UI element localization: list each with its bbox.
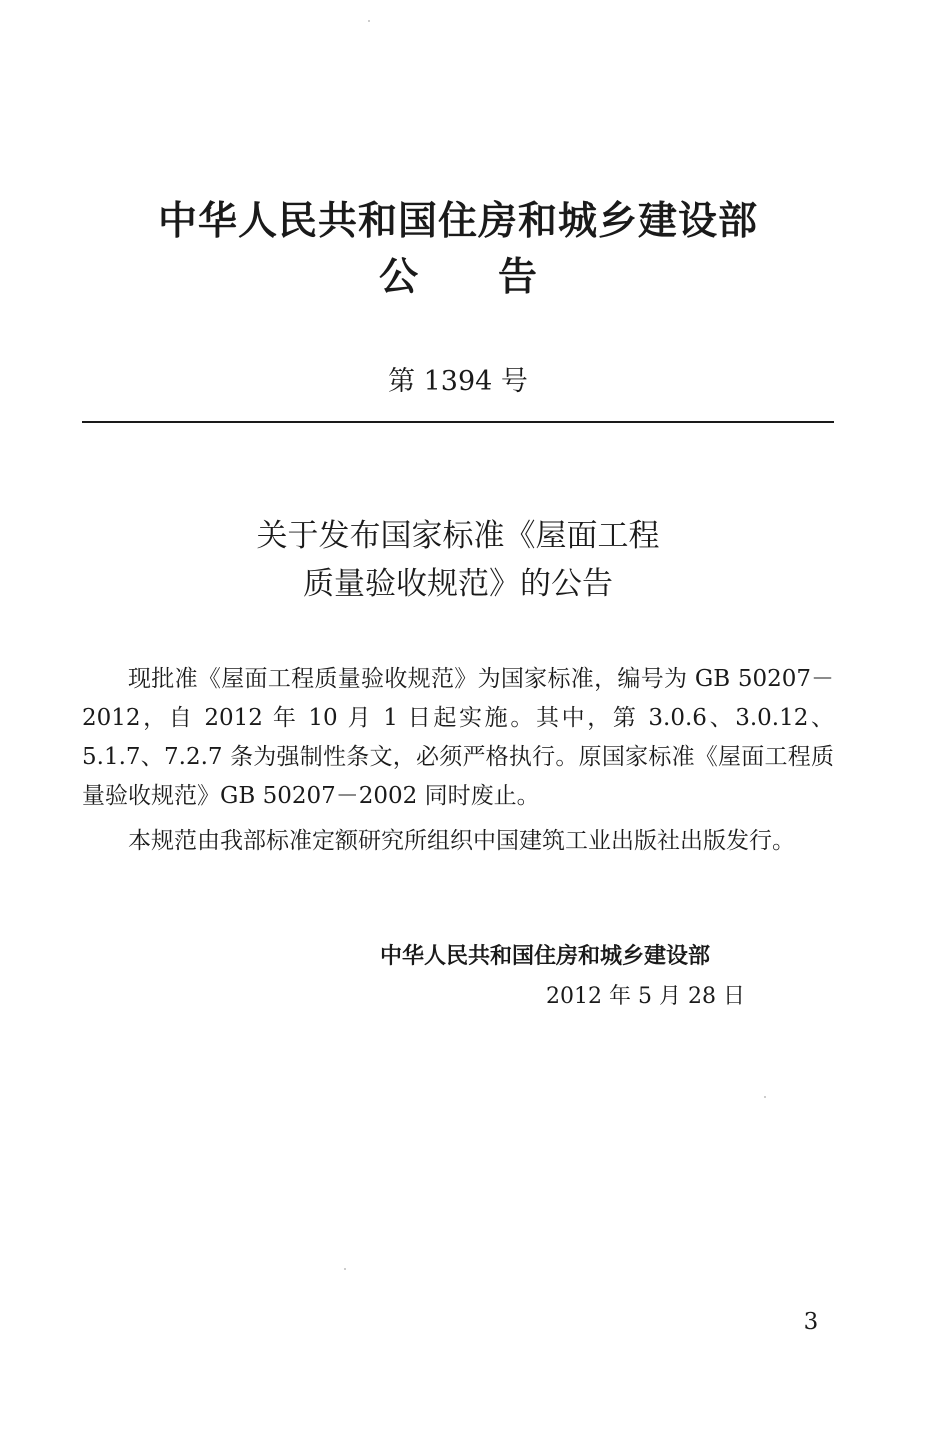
page-number: 3 <box>803 1309 819 1335</box>
body-paragraph-2: 本规范由我部标准定额研究所组织中国建筑工业出版社出版发行。 <box>128 828 795 854</box>
ministry-title: 中华人民共和国住房和城乡建设部 <box>157 199 758 244</box>
scan-speck <box>368 20 370 22</box>
signature-date: 2012 年 5 月 28 日 <box>546 984 745 1009</box>
notice-subject <box>0 512 916 608</box>
signature-organization: 中华人民共和国住房和城乡建设部 <box>380 944 711 969</box>
subject-line-2: 质量验收规范》的公告 <box>303 566 613 602</box>
notice-number: 第 1394 号 <box>388 366 528 397</box>
scan-speck <box>764 1096 766 1098</box>
subject-line-1: 关于发布国家标准《屋面工程 <box>256 518 660 554</box>
notice-body <box>82 660 834 867</box>
scan-speck <box>344 1268 346 1270</box>
header-divider <box>82 421 834 423</box>
notice-heading: 公告 <box>378 255 617 300</box>
body-paragraph-1: 现批准《屋面工程质量验收规范》为国家标准，编号为 GB 50207－2012，自 2012 年 10 月 1 日起实施。其中，第 3.0.6、3.0.12、5.1.7、7.2.7 条为强制性条文，必须严格执行。原国家标准《屋面工程质量验收规范》GB 50207－2002 同时废止。 <box>82 666 834 809</box>
